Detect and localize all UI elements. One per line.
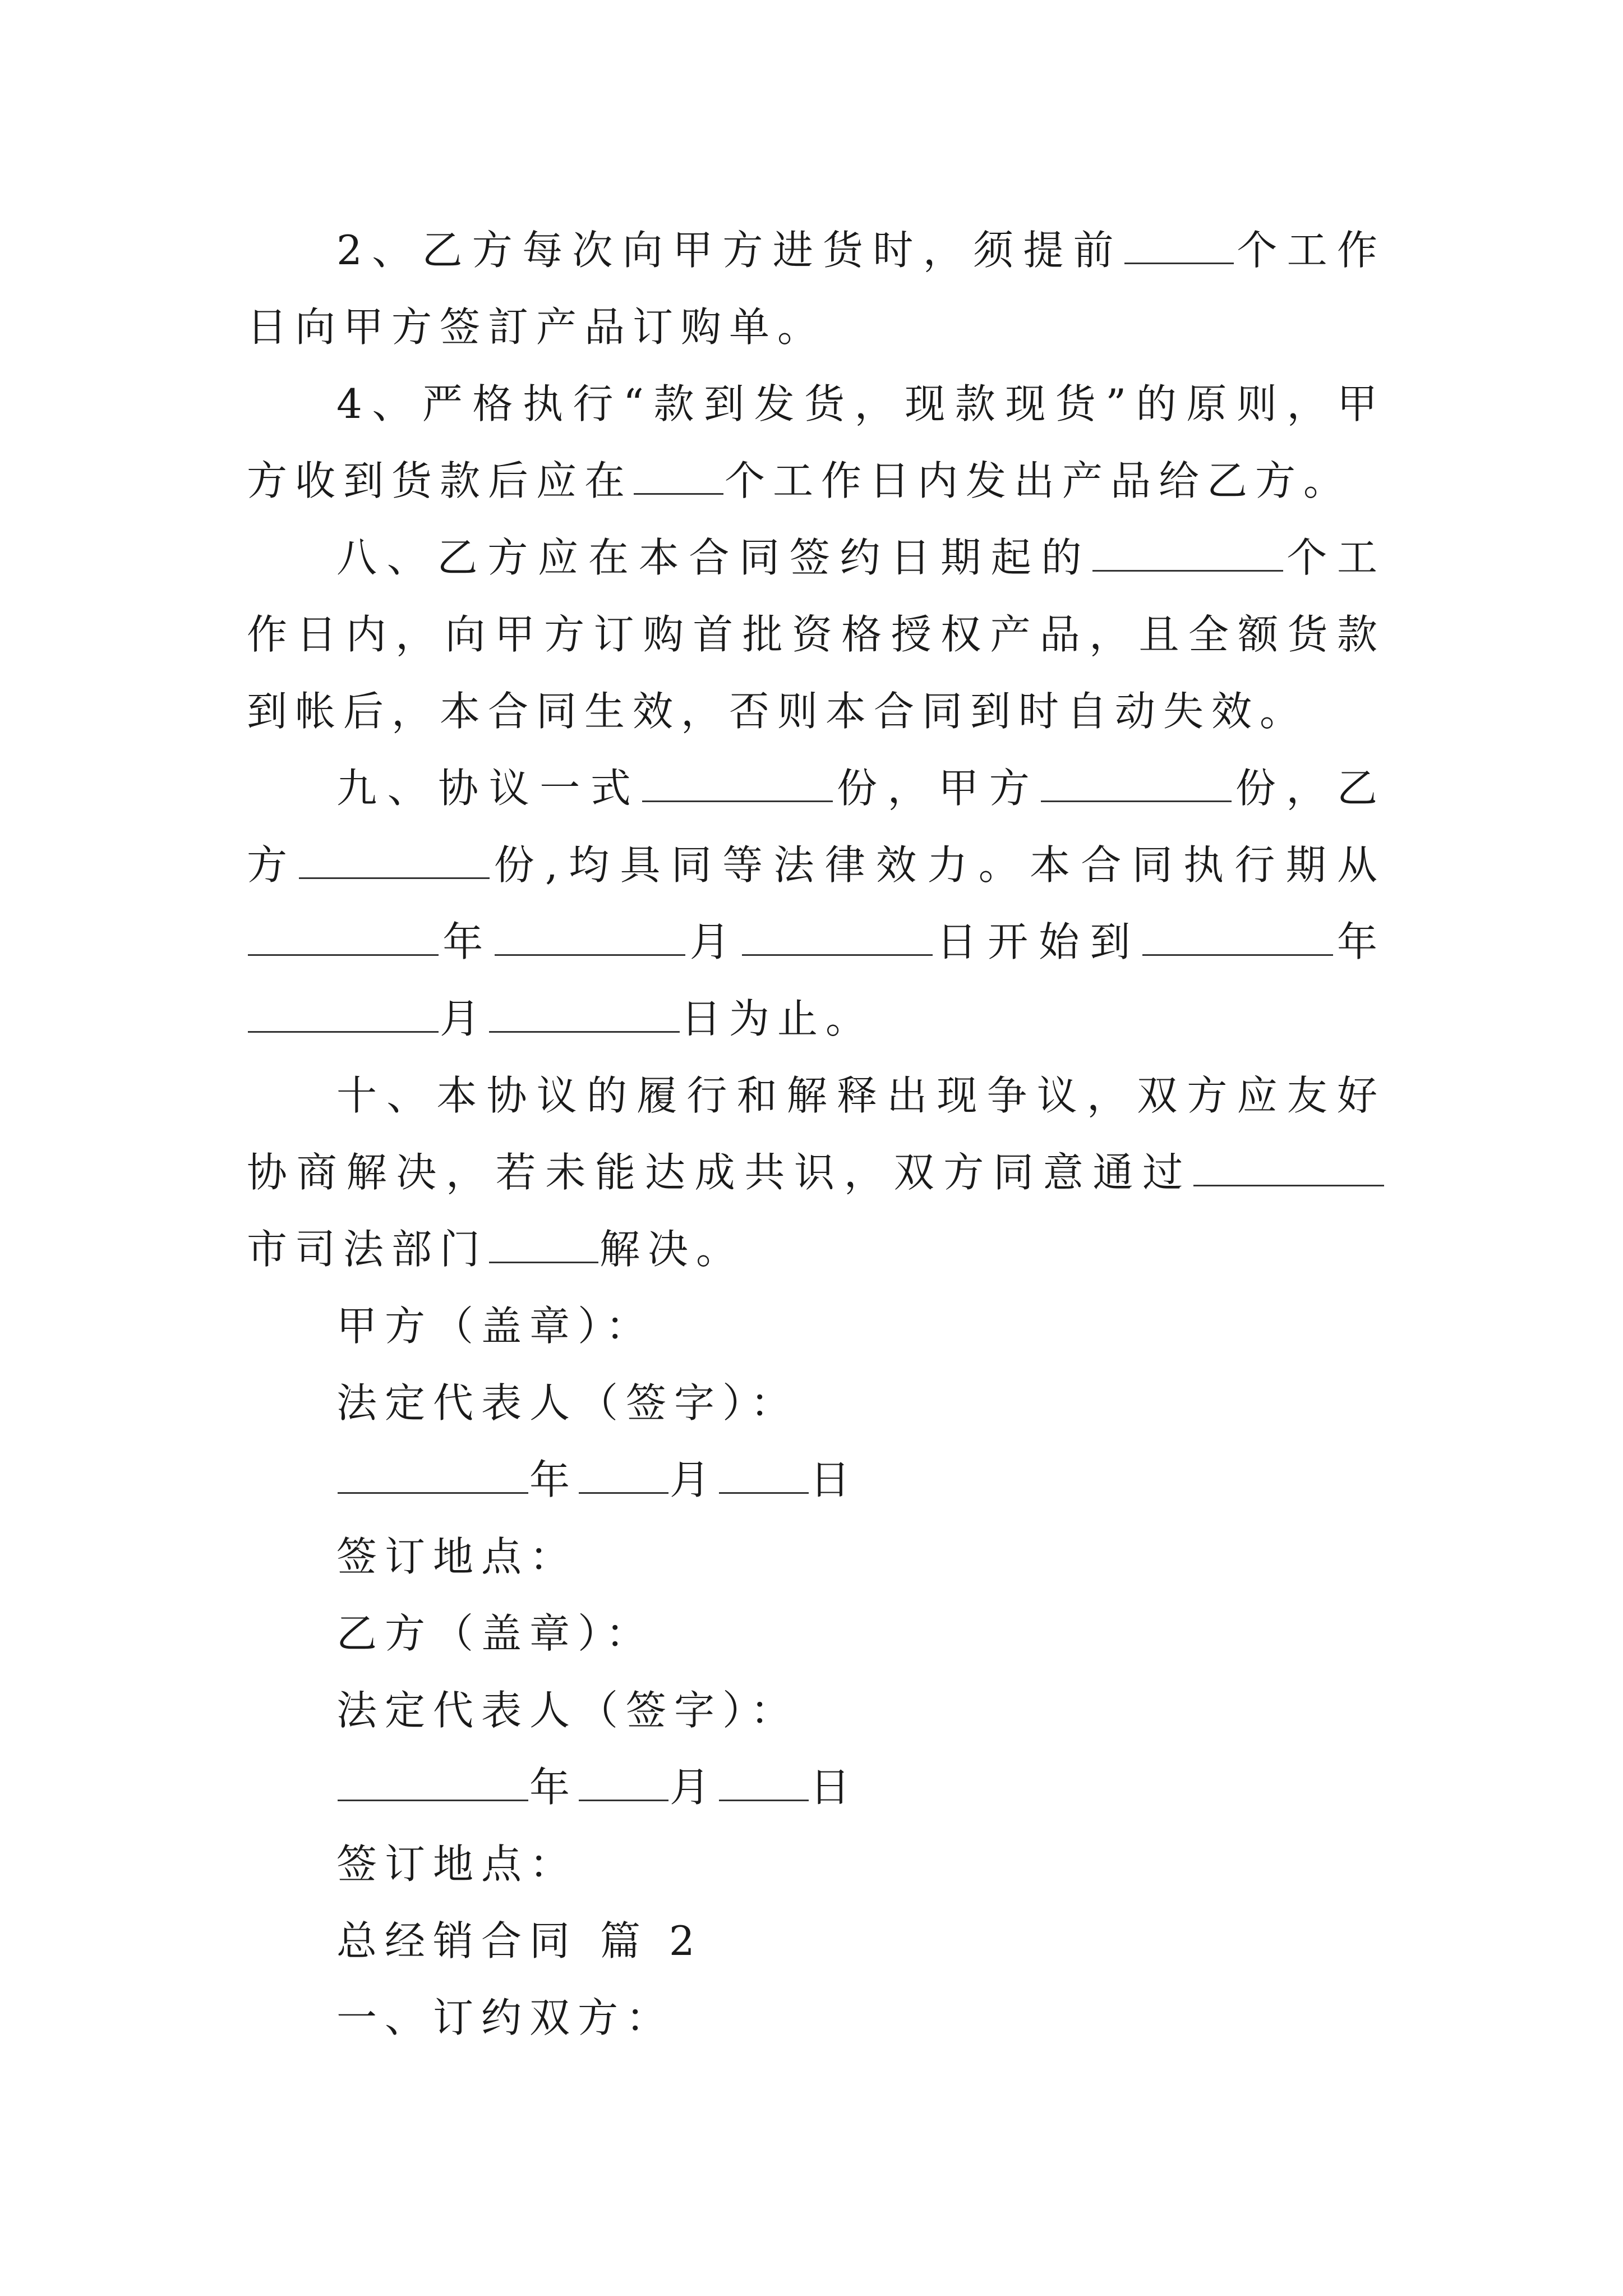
clause-9-text-g: 日开始到 <box>933 918 1141 965</box>
clause-9-text-e: 年 <box>440 918 494 965</box>
section-heading: 一、订约双方： <box>336 1994 675 2041</box>
party-a-signing-place: 签订地点： <box>336 1533 578 1580</box>
clause-9-text-j: 日为止。 <box>681 995 874 1042</box>
clause-10 <box>247 1057 1385 1288</box>
party-b-month-label: 月 <box>670 1764 718 1811</box>
clause-9-text-c: 份，乙方 <box>247 765 1385 889</box>
fill-blank <box>579 1764 668 1801</box>
clause-8-text-a: 八、乙方应在本合同签约日期起的 <box>336 534 1092 581</box>
fill-blank <box>1092 534 1283 572</box>
clause-2-text-a: 2、乙方每次向甲方进货时，须提前 <box>336 227 1124 274</box>
clause-8 <box>247 519 1385 750</box>
clause-10-text-b: 市司法部门 <box>247 1226 488 1273</box>
fill-blank <box>1124 227 1234 264</box>
fill-blank <box>742 918 933 956</box>
fill-blank <box>248 918 439 956</box>
fill-blank <box>634 457 723 495</box>
fill-blank <box>642 765 833 802</box>
fill-blank <box>248 995 439 1033</box>
clause-2-text-b: 个工作日向甲方签訂产品订购单。 <box>247 227 1385 351</box>
clause-4-text-b: 个工作日内发出产品给乙方。 <box>725 457 1352 504</box>
fill-blank <box>719 1764 809 1801</box>
party-a-seal: 甲方（盖章）： <box>336 1303 654 1350</box>
clause-8-text-b: 个工作日内，向甲方订购首批资格授权产品，且全额货款到帐后，本合同生效，否则本合同到时自动失效。 <box>247 534 1385 735</box>
fill-blank <box>1041 765 1232 802</box>
party-a-day-label: 日 <box>810 1456 859 1503</box>
party-b-seal: 乙方（盖章）： <box>336 1610 654 1657</box>
clause-2 <box>247 212 1385 366</box>
document-body <box>247 212 1385 2056</box>
fill-blank <box>579 1456 668 1494</box>
clause-9 <box>247 750 1385 1057</box>
clause-9-text-h: 年 <box>1334 918 1385 965</box>
clause-4 <box>247 366 1385 519</box>
fill-blank <box>338 1764 528 1801</box>
party-b-day-label: 日 <box>810 1764 859 1811</box>
fill-blank <box>489 995 680 1033</box>
clause-9-text-d: 份,均具同等法律效力。本合同执行期从 <box>491 841 1385 889</box>
fill-blank <box>719 1456 809 1494</box>
clause-9-text-b: 份，甲方 <box>834 765 1040 812</box>
fill-blank <box>338 1456 528 1494</box>
party-b-year-label: 年 <box>529 1764 578 1811</box>
section-part-number: 篇 2 <box>600 1917 703 1964</box>
fill-blank <box>1193 1149 1384 1186</box>
party-b-date <box>247 1749 1385 1826</box>
clause-9-text-i: 月 <box>440 995 488 1042</box>
section-title-text: 总经销合同 <box>336 1917 578 1964</box>
fill-blank <box>495 918 685 956</box>
section-title <box>247 1903 1385 1980</box>
party-a-date <box>247 1442 1385 1519</box>
clause-9-text-a: 九、协议一式 <box>336 765 642 812</box>
fill-blank <box>489 1226 598 1263</box>
fill-blank <box>1142 918 1333 956</box>
fill-blank <box>299 841 490 879</box>
party-a-year-label: 年 <box>529 1456 578 1503</box>
clause-10-text-a: 十、本协议的履行和解释出现争议，双方应友好协商解决，若未能达成共识，双方同意通过 <box>247 1072 1385 1196</box>
party-b-signing-place: 签订地点： <box>336 1841 578 1888</box>
clause-9-text-f: 月 <box>686 918 741 965</box>
party-a-month-label: 月 <box>670 1456 718 1503</box>
party-a-representative: 法定代表人（签字）： <box>336 1379 799 1427</box>
clause-4-text-a: 4、严格执行“款到发货，现款现货”的原则，甲方收到货款后应在 <box>247 380 1385 504</box>
clause-10-text-c: 解决。 <box>600 1226 745 1273</box>
party-b-representative: 法定代表人（签字）： <box>336 1687 799 1734</box>
